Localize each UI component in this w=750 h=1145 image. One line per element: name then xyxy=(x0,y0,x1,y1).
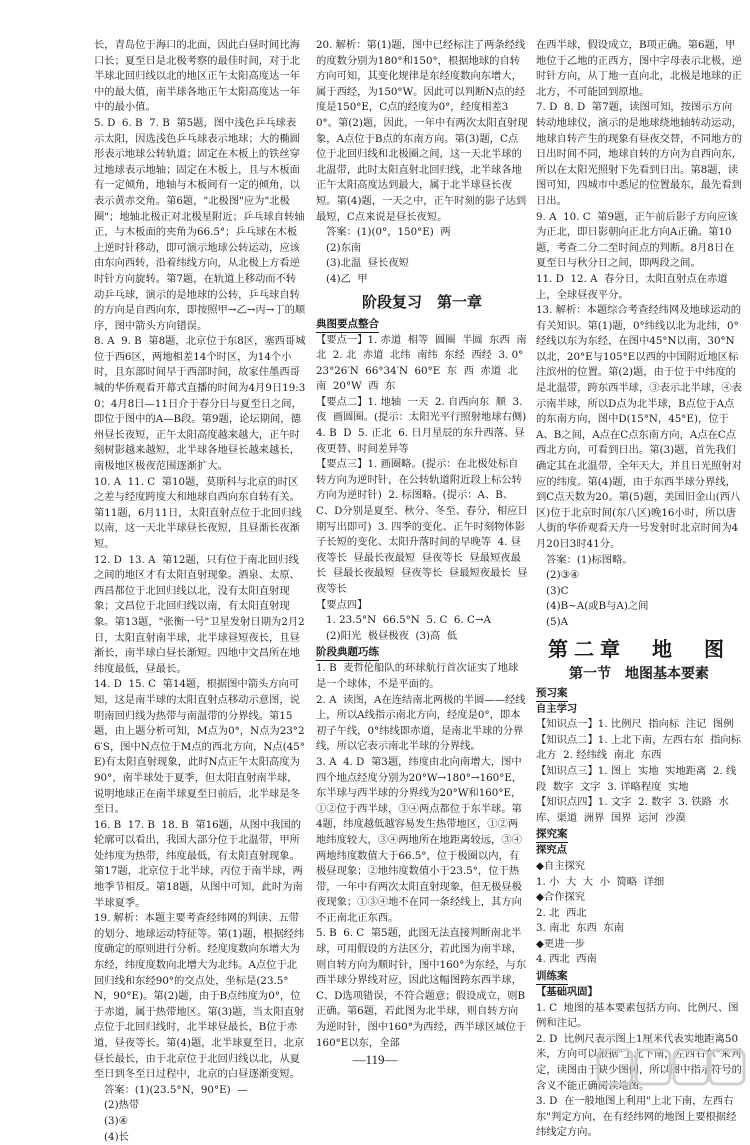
answer-line: (3)北温 昼长夜短 xyxy=(326,257,409,270)
answer-paragraph: 9. A 10. C 第9题，正午前后影子方向应该为正北，即日影朝向正北方向A正确。第10题，考查二分二至时间点的判断。8月8日在夏至日与秋分日之间，即两段之间。 xyxy=(536,210,738,270)
knowledge-point: 【知识点一】1. 比例尺 指向标 注记 图例 xyxy=(536,718,734,731)
answer-line: 2. 北 西北 xyxy=(536,906,587,919)
answer-line: (3)④ xyxy=(104,1114,128,1127)
answer-paragraph: 【要点二】1. 地轴 一天 2. 自西向东 顺 3. 夜 画圆圈。(提示：太阳光平行照射地球右侧) 4. B D 5. 正北 6. 日月星辰的东升西落、昼夜更替、时间差异等 xyxy=(316,395,533,455)
answer-line: ◆合作探究 xyxy=(536,891,586,904)
column-left xyxy=(94,38,306,1145)
answer-paragraph: 长，青岛位于海口的北面，因此白昼时间比海口长；夏至日是北极考察的最佳时间，对于北半球北回归线以北的地区正午太阳高度达一年中的最大值，南半球各地正午太阳高度达一年中的最小值。 xyxy=(94,39,300,114)
column-middle xyxy=(316,38,533,1051)
answer-line: 4. 西北 西南 xyxy=(536,953,597,966)
answer-paragraph: 2. D 比例尺表示图上1厘米代表实地距离50米，方向可以根据"上北下南，左西右东"来判定，读图由于缺少图例，所以图中指示符号的含义不能正确阅读地图。 xyxy=(536,1032,742,1092)
knowledge-point: 【知识点三】1. 图上 实地 实地距离 2. 线段 数字 文字 3. 详略程度 实地 xyxy=(536,764,737,793)
answer-line: (4)B~A(或B与A)之间 xyxy=(546,600,649,613)
answer-paragraph: 14. D 15. C 第14题，根据图中箭头方向可知，这是南半球的太阳直射点移动示意图，说明南回归线为热带与南温带的分界线。第15题，由上题分析可知，M点为0°，N点为23°26′S，图中N点位于M点的西北方向，N点(45°E)有太阳直射现象，此时N点正午太阳高度为90°，南半球处于夏季，但太阳直射南半球，说明地球正在南半球夏至日前后，北半球是冬至日。 xyxy=(94,678,305,816)
answer-paragraph: 在西半球，假设成立，B项正确。第6题，甲地位于乙地的正西方，图中字母表示北极，逆时针方向，从丁地一直向北，北极是地球的正北方，不可能回到原地。 xyxy=(536,39,742,98)
page-number: —119— xyxy=(352,1052,398,1067)
answer-line: (2)阳光 极昼极夜 (3)高 低 xyxy=(326,629,458,642)
answer-line: 答案：(1)(23.5°N，90°E) — xyxy=(104,1083,248,1096)
column-right xyxy=(536,38,748,1141)
answer-line: 答案：(1)标图略。 xyxy=(546,553,633,566)
answer-paragraph: 【要点一】1. 赤道 相等 圆圈 半圆 东西 南北 2. 北 赤道 北纬 南纬 东经 西经 3. 0° 23°26′N 66°34′N 60°E 东 西 赤道 北 南 20°W 西 东 xyxy=(316,333,530,393)
answer-paragraph: 【要点三】1. 画圈略。(提示：在北极处标自转方向为逆时针，在公转轨道附近段上标公转方向为逆时针) 2. 标图略。(提示：A、B、C、D分别是夏至、秋分、冬至、春分，相应日期写出即可) 3. 四季的变化、正午时刻物体影子长短的变化、太阳升落时间的早晚等 4. 昼夜等长 昼最长夜最短 昼夜等长 昼最短夜最长 昼最长夜最短 昼夜等长 昼最短夜最长 昼夜等长 xyxy=(316,458,528,595)
answer-line: ◆自主探究 xyxy=(536,859,586,872)
answer-paragraph: 20. 解析：第(1)题，图中已经标注了两条经线的度数分别为180°和150°，根据地球的自转方向可知，其变化规律是东经度数向东增大，属于西经，为150°W。因此可以判断N点的经度是150°E，C点的经度为0°，经度相差30°。第(2)题，因此，一年中有两次太阳直射现象，A点位于B点的东南方向。第(3)题，C点位于北回归线和北极圈之间，这一天北半球的北温带，此时太阳直射北回归线，北半球各地正午太阳高度达到最大，属于北半球昼长夜短。第(4)题，一天之中，正午时刻的影子达到最短，C点来说是昼长夜短。 xyxy=(316,39,528,223)
answer-paragraph: 2. A 读图，A在连结南北两极的半圆——经线上，所以A线指示南北方向，经度是0°，即本初子午线，0°纬线即赤道，是南北半球的分界线，所以它表示南北半球的分界线。 xyxy=(316,693,526,753)
stage-review-title: 阶段复习 第一章 xyxy=(361,292,482,311)
chapter-title: 第二章 地 图 xyxy=(548,636,730,661)
subsection-heading: 训练案 xyxy=(536,968,568,985)
subsection-heading: 探究案 xyxy=(536,826,568,843)
answer-line: (5)A xyxy=(546,615,569,628)
subsection-heading: 阶段典题巧练 xyxy=(316,644,379,661)
answer-line: (4)乙 甲 xyxy=(326,272,368,285)
knowledge-point: 【知识点四】1. 文字 2. 数字 3. 铁路 水库、渠道 洲界 国界 运河 沙漠 xyxy=(536,796,729,824)
answer-line: 1. 小 大 大 小 简略 详细 xyxy=(536,875,665,888)
answer-line: ◆更进一步 xyxy=(536,937,586,950)
answer-paragraph: 7. D 8. D 第7题，读图可知，按图示方向转动地球仪，演示的是地球绕地轴转动运动，地球自转产生的现象有昼夜交替，不同地方的日出时间不同，地球自转的方向为自西向东，所以在太阳光照射下先看到日出。第8题，读图可知，四城市中悉尼的位置最东，最先看到日出。 xyxy=(536,101,742,207)
answer-paragraph: 1. C 地图的基本要素包括方向、比例尺、图例和注记。 xyxy=(536,1001,739,1030)
subsection-label: 【基础巩固】 xyxy=(536,986,598,999)
answer-paragraph: 12. D 13. A 第12题，只有位于南北回归线之间的地区才有太阳直射现象。酒泉、太原、西昌都位于北回归线以北，没有太阳直射现象；文昌位于北回归线以南，有太阳直射现象。第13题，"张衡一号"卫星发射日期为2月2日，太阳直射南半球，北半球昼短夜长，且昼渐长，南半球白昼长渐短。四地中文昌所在地纬度最低，昼最长。 xyxy=(94,553,305,675)
subsection-heading: 典图要点整合 xyxy=(316,316,379,333)
answer-paragraph: 3. A 4. D 第3题，纬度由北向南增大，图中四个地点经度分别为20°W→180°→160°E，东半球与西半球的分界线为20°W和160°E，①②位于西半球，③④两点都位于东半球。第4题，纬度越低越容易发生热带地区，①②两地纬度较大，③④两地所在地距离较远，③④两地纬度数值大于66.5°，位于极圈以内，有极昼现象；②地纬度数值小于23.5°，位于热带，一年中有两次太阳直射现象，但无极昼极夜现象；①③④地不在同一条经线上，其方向不正南北正东西。 xyxy=(316,755,523,924)
answer-line: 答案：(1)(0°，150°E) 两 xyxy=(326,226,451,239)
answer-paragraph: 8. A 9. B 第8题，北京位于东8区，塞西哥城位于西6区，两地相差14个时区，为14个小时，且东部时间早于西部时间，故家住墨西哥城的华侨观看开幕式直播的时间为4月9日19:30；4月8日—11日介于春分日与夏至日之间，即位于图中的A—B段。第9题，论坛期间，德州昼长夜短，正午太阳高度越来越大，正午时刻树影越来越短，北半球各地昼长越来越长，南极地区极夜范围逐渐扩大。 xyxy=(94,335,306,473)
answer-paragraph: 5. D 6. B 7. B 第5题，图中浅色乒乓球表示太阳，因选浅色乒乓球表示地球；大的椭圆形表示地球公转轨道；固定在木板上的铁丝穿过地球表示地轴；固定在木板上，且与木板面有一定倾角，地轴与木板间有一定的倾角，以表示黄赤交角。第6题，"北极图"应为"北极圈"；地轴北极正对北极星附近；乒乓球自转轴正，与木板面的夹角为66.5°；乒乓球在木板上逆时针移动，即可演示地球公转运动，应该由东向西转，沿着纬线方向，从北极上方看逆时针方向旋转。第7题，在轨道上移动而不转动乒乓球，演示的是地球的公转，乒乓球自转的方向是自西向东，即按照甲→乙→丙→丁的顺序，图中箭头方向错误。 xyxy=(94,116,306,332)
answer-paragraph: 3. D 在一般地图上利用"上北下南，左西右东"判定方向，在有经纬网的地图上要根据经纬线定方向。 xyxy=(536,1095,737,1139)
answer-paragraph: 13. 解析：本题综合考查经纬网及地球运动的有关知识。第(1)题，0°纬线以北为北纬，0°经线以东为东经，在图中45°N以南，30°N以北，20°E与105°E以西的中国附近地区标注滨州的位置。第(2)题，由于位于中纬度的是北温带，跨东西半球，③表示北半球，④表示南半球，所以D点为北半球，B点位于A点的东南方向，图中D(15°N，45°E)，位于A、B之间，A点在C点东南方向，A点在C点西北方向，可看到日出。第(3)题，首先我们确定其在北温带，全年天大，并且日光照射对应的纬度。第(4)题，由于东西半球分界线，到C点天数为20。第(5)题，美国旧金山(西八区)位于北京时间(东八区)晚16小时，所以唐人街的华侨观看天舟一号发射时北京时间为4月20日3时41分。 xyxy=(536,304,742,550)
answer-line: 1. 23.5°N 66.5°N 5. C 6. C→A xyxy=(326,614,491,627)
answer-line: (4)长 xyxy=(104,1130,129,1143)
subsection-label: 探究点 xyxy=(536,844,567,857)
answer-line: (2)东南 xyxy=(326,241,362,254)
answer-paragraph: 5. B 6. C 第5题，此图无法直接判断南北半球，可用假设的方法区分，若此图为南半球，则自转方向为顺时针，图中160°为东经，与东西半球分界线对应，因此这幅图跨东西半球，C、D选项错误，不符合题意；假设成立，则B正确。第6题，若此图为北半球，则自转方向为逆时针，图中160°为西经，西半球区域位于160°E以东，全部 xyxy=(316,927,527,1049)
watermark-logo xyxy=(596,1046,746,1088)
answer-paragraph: 【要点四】 xyxy=(316,598,368,611)
answer-paragraph: 1. B 麦哲伦船队的环球航行首次证实了地球是一个球体，不是平面的。 xyxy=(316,662,519,690)
answer-paragraph: 10. A 11. C 第10题，莫斯科与北京的时区之差与经度跨度大和地球自西向东自转有关。第11题，6月11日，太阳直射点位于北回归线以南，这一天北半球昼长夜短，且昼渐长夜渐短。 xyxy=(94,475,302,550)
knowledge-point: 【知识点二】1. 上北下南，左西右东 指向标 北方 2. 经纬线 南北 东西 xyxy=(536,733,748,762)
answer-paragraph: 16. B 17. B 18. B 第16题，从图中我国的轮廓可以看出，我国大部分位于北温带，甲所处纬度为热带，纬度最低，有太阳直射现象。第17题，北京位于北半球，丙位于南半球，两地季节相反。第18题，从图中可知，此时为南半球夏季。 xyxy=(94,818,303,909)
answer-line: (2)③④ xyxy=(546,569,580,582)
answer-paragraph: 11. D 12. A 春分日，太阳直射点在赤道上，全球昼夜平分。 xyxy=(536,272,728,301)
answer-line: (3)C xyxy=(546,584,569,597)
answer-line: (2)热带 xyxy=(104,1099,140,1112)
section-title: 第一节 地图基本要素 xyxy=(569,665,709,682)
answer-line: 3. 南北 东西 东南 xyxy=(536,922,624,935)
subsection-heading: 预习案 xyxy=(536,685,568,702)
subsection-label: 自主学习 xyxy=(536,702,578,715)
answer-paragraph: 19. 解析：本题主要考查经纬网的判读、五带的划分、地球运动特征等。第(1)题，根据经纬度确定的原则进行分析。经度度数向东增大为东经，纬度度数向北增大为北纬。A点位于北回归线和东经90°的交点处，坐标是(23.5°N，90°E)。第(2)题，由于B点纬度为0°，位于赤道，属于热带地区。第(3)题，当太阳直射点位于北回归线时，北半球昼最长，B位于赤道，昼夜等长。第(4)题，北半球夏至日，北京昼长最长，由于北京位于北回归线以北，从夏至日到冬至日过程中，北京的白昼逐渐变短。 xyxy=(94,912,305,1081)
